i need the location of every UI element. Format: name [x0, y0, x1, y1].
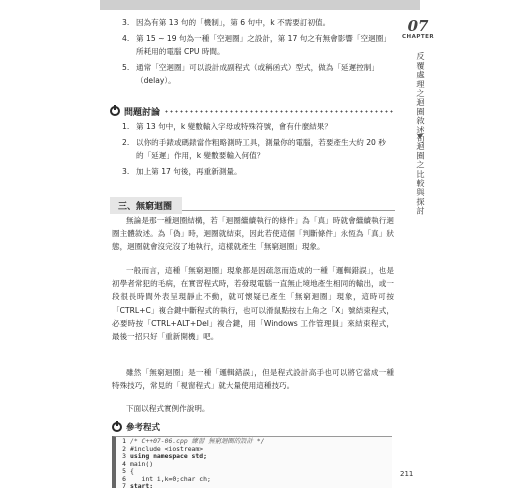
- section-running-title: 迴圈之比較與探討: [416, 142, 426, 216]
- numbered-list-top: [122, 16, 392, 90]
- paragraph: 無論是那一種迴圈結構，若「迴圈繼續執行的條件」為「真」時就會繼續執行迴圈主體敘述。為「偽」時，迴圈就結束，因此若使這個「判斷條件」永恆為「真」狀態，迴圈就會沒完沒了地執行，這樣就產生「無窮迴圈」現象。: [112, 216, 394, 252]
- example-title: 參考程式: [126, 423, 161, 433]
- line-number: 1: [122, 437, 126, 445]
- page-number: 211: [400, 470, 414, 478]
- line-number: 6: [122, 474, 126, 483]
- item-text: 以你的手錶或碼錶當作粗略測時工具，測量你的電腦，若要產生大約 20 秒的「延遲」作用，k 變數要輸入何值？: [136, 137, 386, 160]
- code-text: int i,k=0;char ch;: [130, 474, 211, 483]
- item-text: 通常「空迴圈」可以設計成副程式（或稱函式）型式，做為「延遲控制」（delay）。: [136, 62, 379, 85]
- line-number: 5: [122, 467, 126, 475]
- list-item: [122, 136, 392, 163]
- dotted-rule: [164, 110, 395, 113]
- code-listing: [112, 436, 392, 488]
- code-text: start:: [130, 482, 154, 490]
- code-text: using namespace std;: [130, 452, 207, 460]
- line-number: 7: [122, 482, 126, 490]
- section-title: 三、無窮迴圈: [110, 197, 182, 214]
- item-number: 3.: [122, 18, 130, 27]
- discussion-title: 問題討論: [124, 107, 161, 118]
- item-number: 3.: [122, 166, 130, 176]
- code-text: {: [130, 467, 134, 475]
- code-text: main(): [130, 459, 154, 468]
- code-line: [116, 483, 392, 491]
- chapter-tab: [402, 18, 434, 40]
- item-text: 因為有第 13 句的「機制」，第 6 句中，k 不需要訂初值。: [136, 18, 331, 27]
- list-item: [122, 120, 392, 134]
- list-item: [122, 165, 392, 179]
- chapter-title: 反覆處理之迴圈敘述句: [416, 52, 426, 144]
- line-number: 4: [122, 459, 126, 468]
- paragraph: 下面以程式實例作說明。: [126, 404, 210, 413]
- discussion-list: [122, 120, 392, 180]
- item-number: 5.: [122, 62, 130, 72]
- code-text: #include <iostream>: [130, 444, 204, 453]
- line-number: 3: [122, 452, 126, 460]
- code-line: [116, 476, 392, 484]
- item-number: 2.: [122, 137, 130, 147]
- item-text: 第 13 句中，k 變數輸入字母或特殊符號，會有什麼結果？: [136, 122, 332, 131]
- discussion-heading: [110, 104, 395, 118]
- line-number: 2: [122, 444, 126, 453]
- item-text: 加上第 17 句後，再重新測量。: [136, 166, 242, 176]
- section-heading: [110, 194, 395, 211]
- chapter-number: 07: [407, 17, 429, 35]
- paragraph: 雖然「無窮迴圈」是一種「邏輯錯誤」，但是程式設計高手也可以將它當成一種特殊技巧，常見的「視窗程式」就大量使用這種技巧。: [112, 368, 394, 391]
- header-bar: [100, 0, 420, 10]
- code-text: /* C++07-06.cpp 練習 無窮迴圈的設計 */: [130, 437, 265, 445]
- item-number: 4.: [122, 33, 130, 43]
- list-item: [122, 32, 392, 59]
- triangle-marker-icon: [417, 134, 423, 139]
- code-line: [116, 453, 392, 461]
- list-item: [122, 16, 392, 30]
- power-icon: [110, 106, 120, 116]
- example-heading: [112, 420, 232, 434]
- power-icon: [112, 422, 122, 432]
- paragraph: 一般而言，這種「無窮迴圈」現象都是因疏忽而造成的一種「邏輯錯誤」，也是初學者常犯的毛病，在實習程式時，若發現電腦一直無止境地產生相同的輸出，或一段很長時間外表呈現靜止不動，就可懷疑已產生「無窮迴圈」現象，這時可按「CTRL+C」複合鍵中斷程式的執行，也可以滑鼠點按右上角之「X」號結束程式，必要時按「CTRL+ALT+Del」複合鍵，用「Windows 工作管理員」來結束程式，最後一招只好「重新開機」吧。: [112, 266, 394, 342]
- list-item: [122, 61, 392, 88]
- item-number: 1.: [122, 122, 130, 131]
- code-line: [116, 461, 392, 469]
- item-text: 第 15 ~ 19 句為一種「空迴圈」之設計，第 17 句之有無會影響「空迴圈」所耗用的電腦 CPU 時間。: [136, 33, 391, 56]
- chapter-label: CHAPTER: [402, 34, 435, 40]
